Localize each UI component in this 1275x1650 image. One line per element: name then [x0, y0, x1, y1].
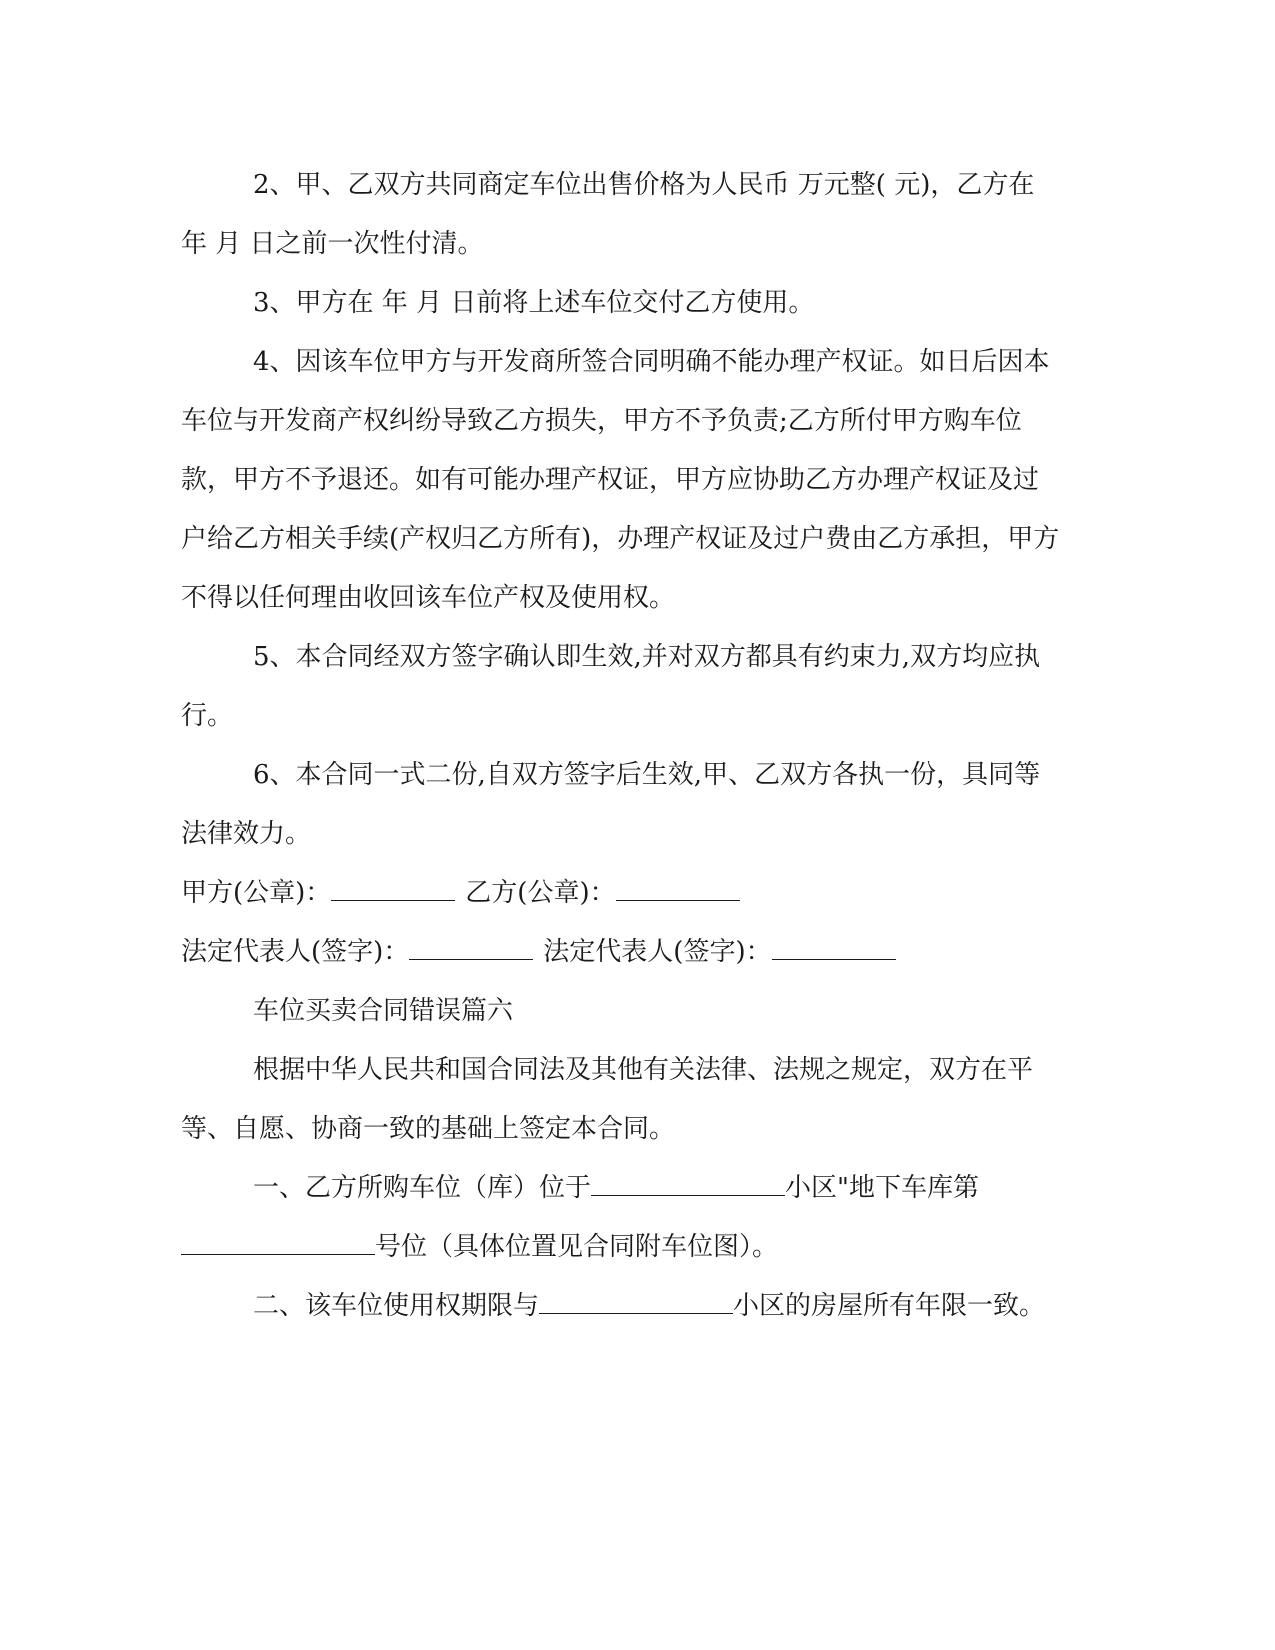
clause-2-term: [181, 1277, 1061, 1336]
community-name-blank: [591, 1173, 785, 1196]
legal-rep-b-blank: [772, 937, 896, 960]
paragraph-intro: 根据中华人民共和国合同法及其他有关法律、法规之规定，双方在平等、自愿、协商一致的基础上签定本合同。: [181, 1055, 1034, 1144]
clause-1-location: [181, 1159, 1061, 1277]
paragraph-copies: 6、本合同一式二份,自双方签字后生效,甲、乙双方各执一份，具同等法律效力。: [181, 760, 1041, 849]
clause-1-suffix: 号位（具体位置见合同附车位图）。: [375, 1232, 779, 1262]
legal-rep-b-label: 法定代表人(签字)：: [543, 937, 772, 967]
section-title: 车位买卖合同错误篇六: [253, 996, 514, 1026]
community-term-blank: [539, 1291, 733, 1314]
party-a-seal-label: 甲方(公章)：: [181, 878, 332, 908]
paragraph-delivery: 3、甲方在 年 月 日前将上述车位交付乙方使用。: [253, 288, 815, 318]
party-b-seal-blank: [616, 878, 740, 901]
clause-1-prefix: 一、乙方所购车位（库）位于: [253, 1173, 592, 1203]
legal-rep-a-blank: [409, 937, 533, 960]
paragraph-effectiveness: 5、本合同经双方签字确认即生效,并对双方都具有约束力,双方均应执行。: [181, 642, 1041, 731]
legal-rep-a-label: 法定代表人(签字)：: [181, 937, 410, 967]
paragraph-property-rights: 4、因该车位甲方与开发商所签合同明确不能办理产权证。如日后因本车位与开发商产权纠纷导致乙方损失，甲方不予负责;乙方所付甲方购车位款，甲方不予退还。如有可能办理产权证，甲方应协助乙方办理产权证及过户给乙方相关手续(产权归乙方所有)，办理产权证及过户费由乙方承担，甲方不得以任何理由收回该车位产权及使用权。: [181, 347, 1060, 613]
clause-2-prefix: 二、该车位使用权期限与: [253, 1291, 540, 1321]
party-a-seal-blank: [331, 878, 455, 901]
party-b-seal-label: 乙方(公章)：: [465, 878, 616, 908]
paragraph-price: 2、甲、乙双方共同商定车位出售价格为人民币 万元整( 元)，乙方在 年 月 日之前一次性付清。: [181, 170, 1035, 259]
clause-2-suffix: 小区的房屋所有年限一致。: [733, 1291, 1046, 1321]
seal-signature-line: [181, 864, 1061, 923]
clause-1-middle: 小区"地下车库第: [785, 1173, 979, 1203]
document-body: [181, 156, 1061, 1336]
parking-number-blank: [181, 1232, 375, 1255]
legal-rep-signature-line: [181, 923, 1061, 982]
